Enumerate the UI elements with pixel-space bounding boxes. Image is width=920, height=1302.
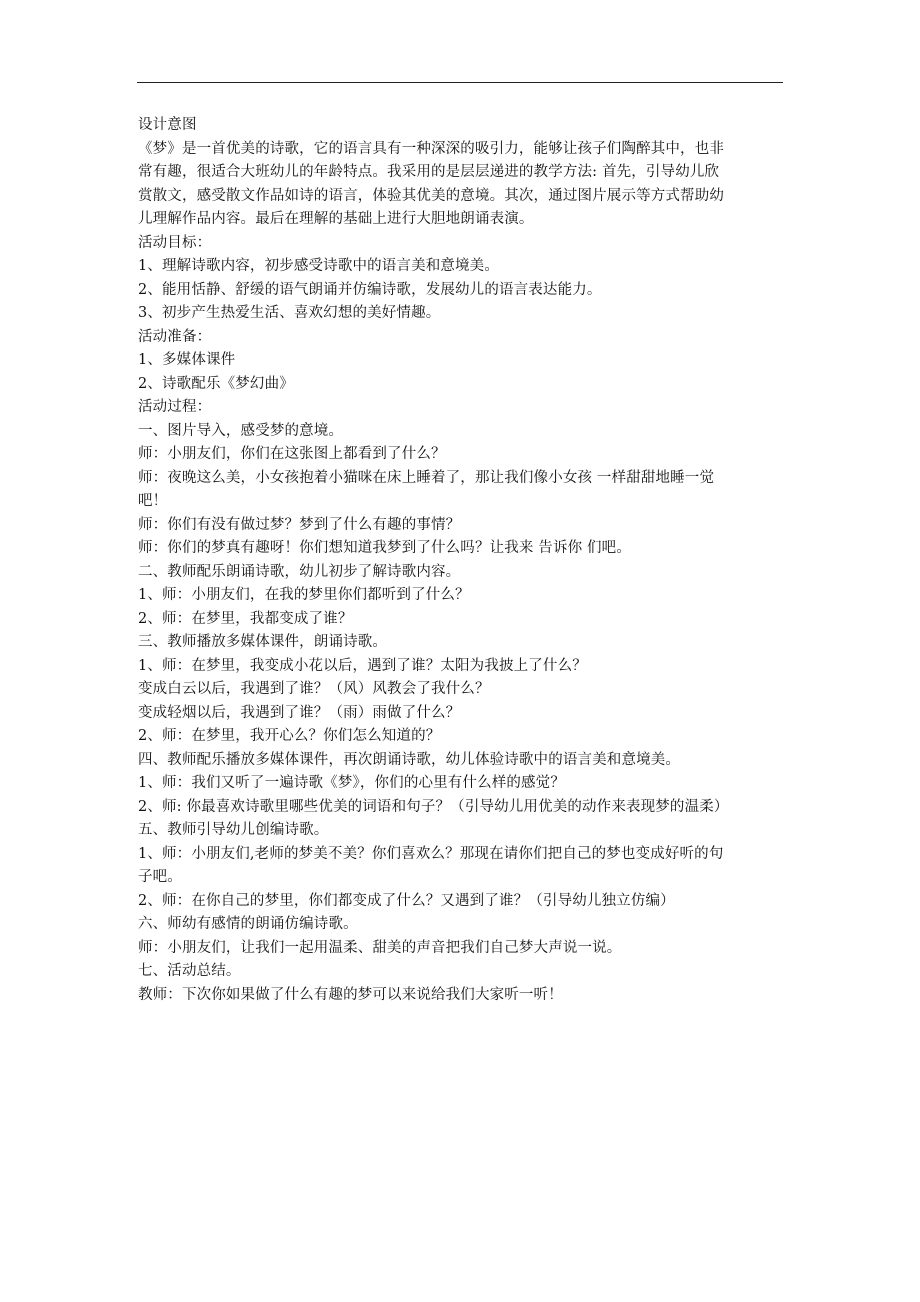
step-heading: 四、教师配乐播放多媒体课件，再次朗诵诗歌，幼儿体验诗歌中的语言美和意境美。 — [138, 751, 681, 768]
dialogue-line: 1、师：我们又听了一遍诗歌《梦》，你们的心里有什么样的感觉？ — [138, 775, 565, 791]
step-heading: 六、师幼有感情的朗诵仿编诗歌。 — [138, 916, 358, 932]
dialogue-line: 2、师：在梦里，我都变成了谁？ — [138, 610, 353, 627]
dialogue-line: 1、师：小朋友们，在我的梦里你们都听到了什么？ — [138, 587, 470, 603]
dialogue-line: 吧！ — [138, 493, 168, 509]
step-heading: 三、教师播放多媒体课件，朗诵诗歌。 — [138, 634, 388, 650]
dialogue-line: 2、师: 你最喜欢诗歌里哪些优美的词语和句子？（引导幼儿用优美的动作来表现梦的温柔） — [138, 798, 729, 815]
dialogue-line: 2、师：在你自己的梦里，你们都变成了什么？又遇到了谁？（引导幼儿独立仿编） — [138, 892, 675, 909]
header-rule — [137, 82, 783, 83]
step-heading: 五、教师引导幼儿创编诗歌。 — [138, 822, 329, 838]
dialogue-line: 变成轻烟以后，我遇到了谁？（雨）雨做了什么？ — [138, 704, 461, 721]
dialogue-line: 2、师：在梦里，我开心么？你们怎么知道的？ — [138, 728, 441, 744]
dialogue-line: 子吧。 — [138, 869, 182, 885]
dialogue-line: 师：夜晚这么美，小女孩抱着小猫咪在床上睡着了，那让我们像小女孩 一样甜甜地睡一觉 — [138, 469, 715, 486]
paragraph-line: 《梦》是一首优美的诗歌，它的语言具有一种深深的吸引力，能够让孩子们陶醉其中，也非 — [138, 140, 724, 157]
list-item: 2、诗歌配乐《梦幻曲》 — [138, 375, 294, 392]
step-heading: 七、活动总结。 — [138, 963, 241, 979]
list-item: 1、理解诗歌内容，初步感受诗歌中的语言美和意境美。 — [138, 258, 499, 274]
list-item: 3、初步产生热爱生活、喜欢幻想的美好情趣。 — [138, 305, 441, 321]
paragraph-line: 常有趣，很适合大班幼儿的年龄特点。我采用的是层层递进的教学方法: 首先，引导幼儿欣 — [138, 164, 720, 180]
step-heading: 二、教师配乐朗诵诗歌，幼儿初步了解诗歌内容。 — [138, 563, 461, 580]
section-heading-design-intent: 设计意图 — [138, 117, 197, 133]
dialogue-line: 教师：下次你如果做了什么有趣的梦可以来说给我们大家听一听！ — [138, 986, 563, 1003]
section-heading-preparation: 活动准备： — [138, 328, 212, 345]
paragraph-line: 赏散文，感受散文作品如诗的语言，体验其优美的意境。其次，通过图片展示等方式帮助幼 — [138, 187, 724, 204]
paragraph-line: 儿理解作品内容。最后在理解的基础上进行大胆地朗诵表演。 — [138, 211, 534, 227]
dialogue-line: 师：你们的梦真有趣呀！你们想知道我梦到了什么吗？让我来 告诉你 们吧。 — [138, 540, 631, 556]
dialogue-line: 1、师：在梦里，我变成小花以后，遇到了谁？太阳为我披上了什么？ — [138, 657, 587, 674]
list-item: 1、多媒体课件 — [138, 352, 236, 368]
dialogue-line: 师：你们有没有做过梦？梦到了什么有趣的事情？ — [138, 516, 461, 533]
step-heading: 一、图片导入，感受梦的意境。 — [138, 422, 344, 439]
dialogue-line: 1、师：小朋友们,老师的梦美不美？你们喜欢么？那现在请你们把自己的梦也变成好听的句 — [138, 845, 724, 862]
document-body — [138, 114, 788, 1007]
dialogue-line: 师：小朋友们，你们在这张图上都看到了什么？ — [138, 446, 446, 462]
section-heading-goals: 活动目标： — [138, 234, 212, 251]
list-item: 2、能用恬静、舒缓的语气朗诵并仿编诗歌，发展幼儿的语言表达能力。 — [138, 281, 602, 298]
section-heading-process: 活动过程： — [138, 399, 212, 415]
dialogue-line: 变成白云以后，我遇到了谁？（风）风教会了我什么？ — [138, 681, 490, 697]
dialogue-line: 师：小朋友们，让我们一起用温柔、甜美的声音把我们自己梦大声说一说。 — [138, 939, 622, 956]
